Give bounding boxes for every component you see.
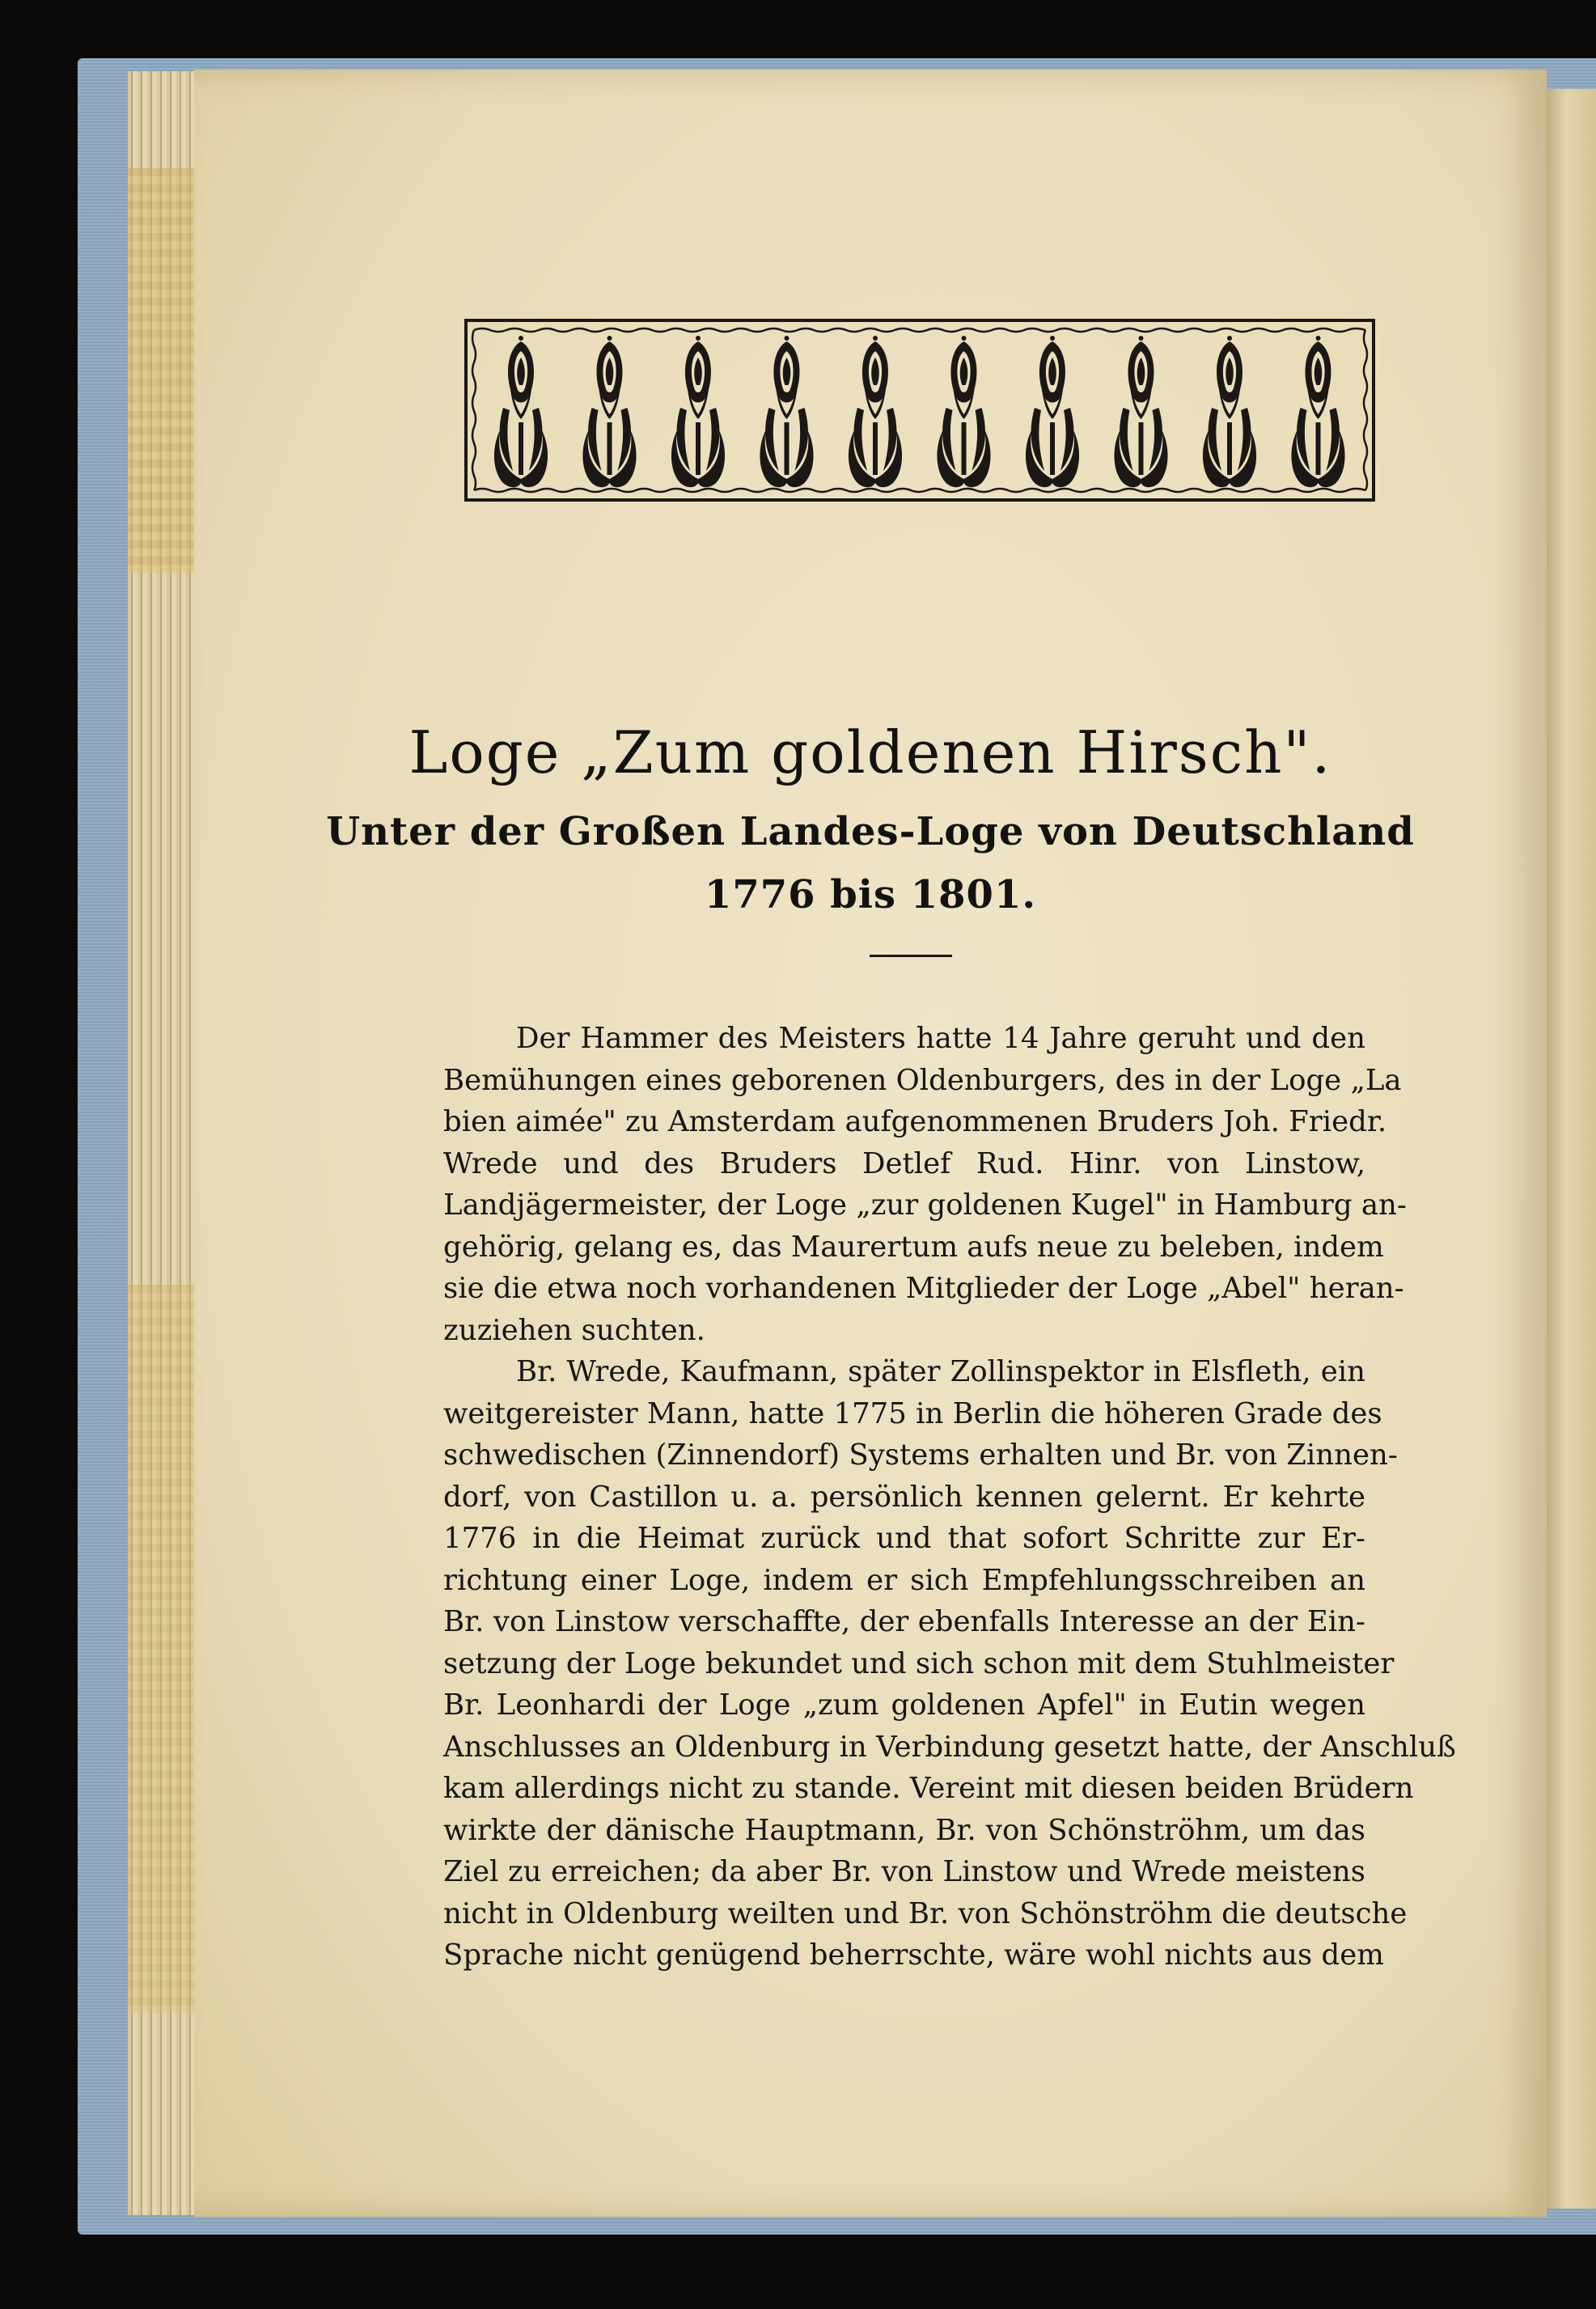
- tulip-icon: [849, 336, 902, 487]
- text-line: schwedischen (Zinnendorf) Systems erhalten und Br. von Zinnen-: [443, 1438, 1398, 1472]
- text-line: Br. Wrede, Kaufmann, später Zollinspektor in Elsfleth, ein: [516, 1355, 1365, 1388]
- text-line: Bemühungen eines geborenen Oldenburgers, des in der Loge „La: [443, 1063, 1402, 1097]
- text-line: Landjägermeister, der Loge „zur goldenen Kugel" in Hamburg an-: [443, 1188, 1407, 1222]
- text-line: sie die etwa noch vorhandenen Mitglieder der Loge „Abel" heran-: [443, 1272, 1404, 1305]
- text-line: kam allerdings nicht zu stande. Vereint mit diesen beiden Brüdern: [443, 1772, 1414, 1805]
- text-line: setzung der Loge bekundet und sich schon mit dem Stuhlmeister: [443, 1646, 1395, 1680]
- tulip-icon: [494, 336, 548, 487]
- page-years: 1776 bis 1801.: [704, 872, 1037, 917]
- page-title: Loge „Zum goldenen Hirsch".: [409, 718, 1332, 786]
- tulip-icon: [582, 336, 636, 487]
- text-line: nicht in Oldenburg weilten und Br. von Schönströhm die deutsche: [443, 1896, 1408, 1930]
- tulip-icon: [1291, 336, 1344, 487]
- text-line: richtung einer Loge, indem er sich Empfehlungsschreiben an: [443, 1563, 1365, 1597]
- body-text: [443, 1018, 1456, 1976]
- title-divider: [870, 955, 952, 957]
- text-line: dorf, von Castillon u. a. persönlich kennen gelernt. Er kehrte: [443, 1480, 1365, 1514]
- text-line: Sprache nicht genügend beherrschte, wäre wohl nichts aus dem: [443, 1938, 1384, 1972]
- tulip-icon: [937, 336, 990, 487]
- text-line: Der Hammer des Meisters hatte 14 Jahre geruht und den: [516, 1022, 1365, 1055]
- text-line: bien aimée" zu Amsterdam aufgenommenen Bruders Joh. Friedr.: [443, 1105, 1387, 1138]
- page-subtitle: Unter der Großen Landes-Loge von Deutschland: [326, 809, 1415, 854]
- tulip-icon: [1203, 336, 1256, 487]
- text-line: Ziel zu erreichen; da aber Br. von Linstow und Wrede meistens: [443, 1855, 1365, 1888]
- text-line: wirkte der dänische Hauptmann, Br. von Schönströhm, um das: [443, 1813, 1365, 1847]
- tulip-icon: [1114, 336, 1167, 487]
- tulip-icon: [1026, 336, 1079, 487]
- text-line: Anschlusses an Oldenburg in Verbindung gesetzt hatte, der Anschluß: [443, 1730, 1456, 1764]
- text-line: zuziehen suchten.: [443, 1313, 705, 1347]
- text-line: 1776 in die Heimat zurück und that sofort Schritte zur Er-: [443, 1522, 1365, 1555]
- text-line: Wrede und des Bruders Detlef Rud. Hinr. von Linstow,: [443, 1146, 1365, 1180]
- tulip-frieze-icon: [463, 317, 1377, 503]
- text-line: weitgereister Mann, hatte 1775 in Berlin die höheren Grade des: [443, 1396, 1382, 1430]
- text-line: Br. von Linstow verschaffte, der ebenfalls Interesse an der Ein-: [443, 1605, 1365, 1638]
- tulip-icon: [760, 336, 813, 487]
- page-edges: [128, 71, 201, 2215]
- facing-page-edge: [1547, 89, 1596, 2209]
- tulip-icon: [671, 336, 725, 487]
- text-line: gehörig, gelang es, das Maurertum aufs neue zu beleben, indem: [443, 1230, 1384, 1264]
- text-line: Br. Leonhardi der Loge „zum goldenen Apfel" in Eutin wegen: [443, 1688, 1365, 1722]
